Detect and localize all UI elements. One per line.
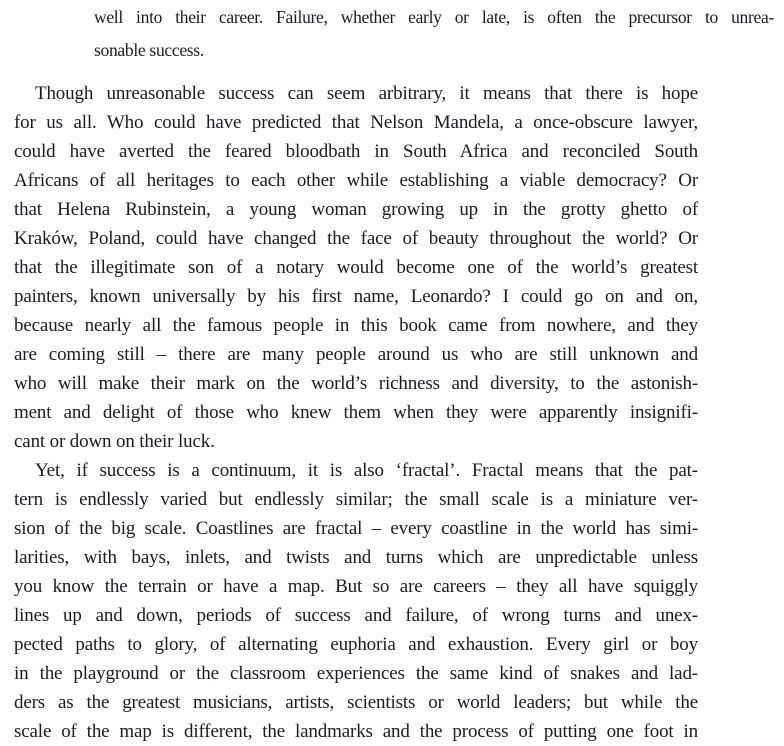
text-line: that Helena Rubinstein, a young woman growing up in the grotty ghetto of [14, 199, 698, 220]
text-line: larities, with bays, inlets, and twists and turns which are unpredictable unless [14, 547, 698, 568]
text-line: you know the terrain or have a map. But so are careers – they all have squiggly [14, 576, 698, 597]
text-line: Africans of all heritages to each other while establishing a viable democracy? Or [14, 170, 698, 191]
text-line: cant or down on their luck. [14, 431, 215, 452]
text-line: sonable success. [94, 40, 204, 60]
text-line: that the illegitimate son of a notary would become one of the world’s greatest [14, 257, 698, 278]
text-line: who will make their mark on the world’s richness and diversity, to the astonish- [14, 373, 698, 394]
text-line: ment and delight of those who knew them when they were apparently insignifi- [14, 402, 698, 423]
text-line: Yet, if success is a continuum, it is also ‘fractal’. Fractal means that the pat- [35, 460, 698, 481]
text-line: in the playground or the classroom experiences the same kind of snakes and lad- [14, 663, 698, 684]
text-line: tern is endlessly varied but endlessly similar; the small scale is a miniature ver- [14, 489, 698, 510]
text-line: ders as the greatest musicians, artists, scientists or world leaders; but while the [14, 692, 698, 713]
text-line: pected paths to glory, of alternating euphoria and exhaustion. Every girl or boy [14, 634, 698, 655]
text-line: painters, known universally by his first name, Leonardo? I could go on and on, [14, 286, 698, 307]
text-line: scale of the map is different, the landmarks and the process of putting one foot in [14, 721, 698, 742]
text-line: could have averted the feared bloodbath in South Africa and reconciled South [14, 141, 698, 162]
text-line: well into their career. Failure, whether early or late, is often the precursor to unrea- [94, 7, 774, 27]
text-line: Kraków, Poland, could have changed the face of beauty throughout the world? Or [14, 228, 698, 249]
blockquote-continuation [94, 1, 774, 67]
text-line: Though unreasonable success can seem arbitrary, it means that there is hope [35, 83, 698, 104]
text-line: sion of the big scale. Coastlines are fractal – every coastline in the world has simi- [14, 518, 698, 539]
text-line: lines up and down, periods of success and failure, of wrong turns and unex- [14, 605, 698, 626]
text-line: for us all. Who could have predicted that Nelson Mandela, a once-obscure lawyer, [14, 112, 698, 133]
text-line: are coming still – there are many people around us who are still unknown and [14, 344, 698, 365]
paragraph-fractal-success [14, 456, 698, 746]
text-line: because nearly all the famous people in this book came from nowhere, and they [14, 315, 698, 336]
paragraph-unreasonable-success [14, 79, 698, 456]
